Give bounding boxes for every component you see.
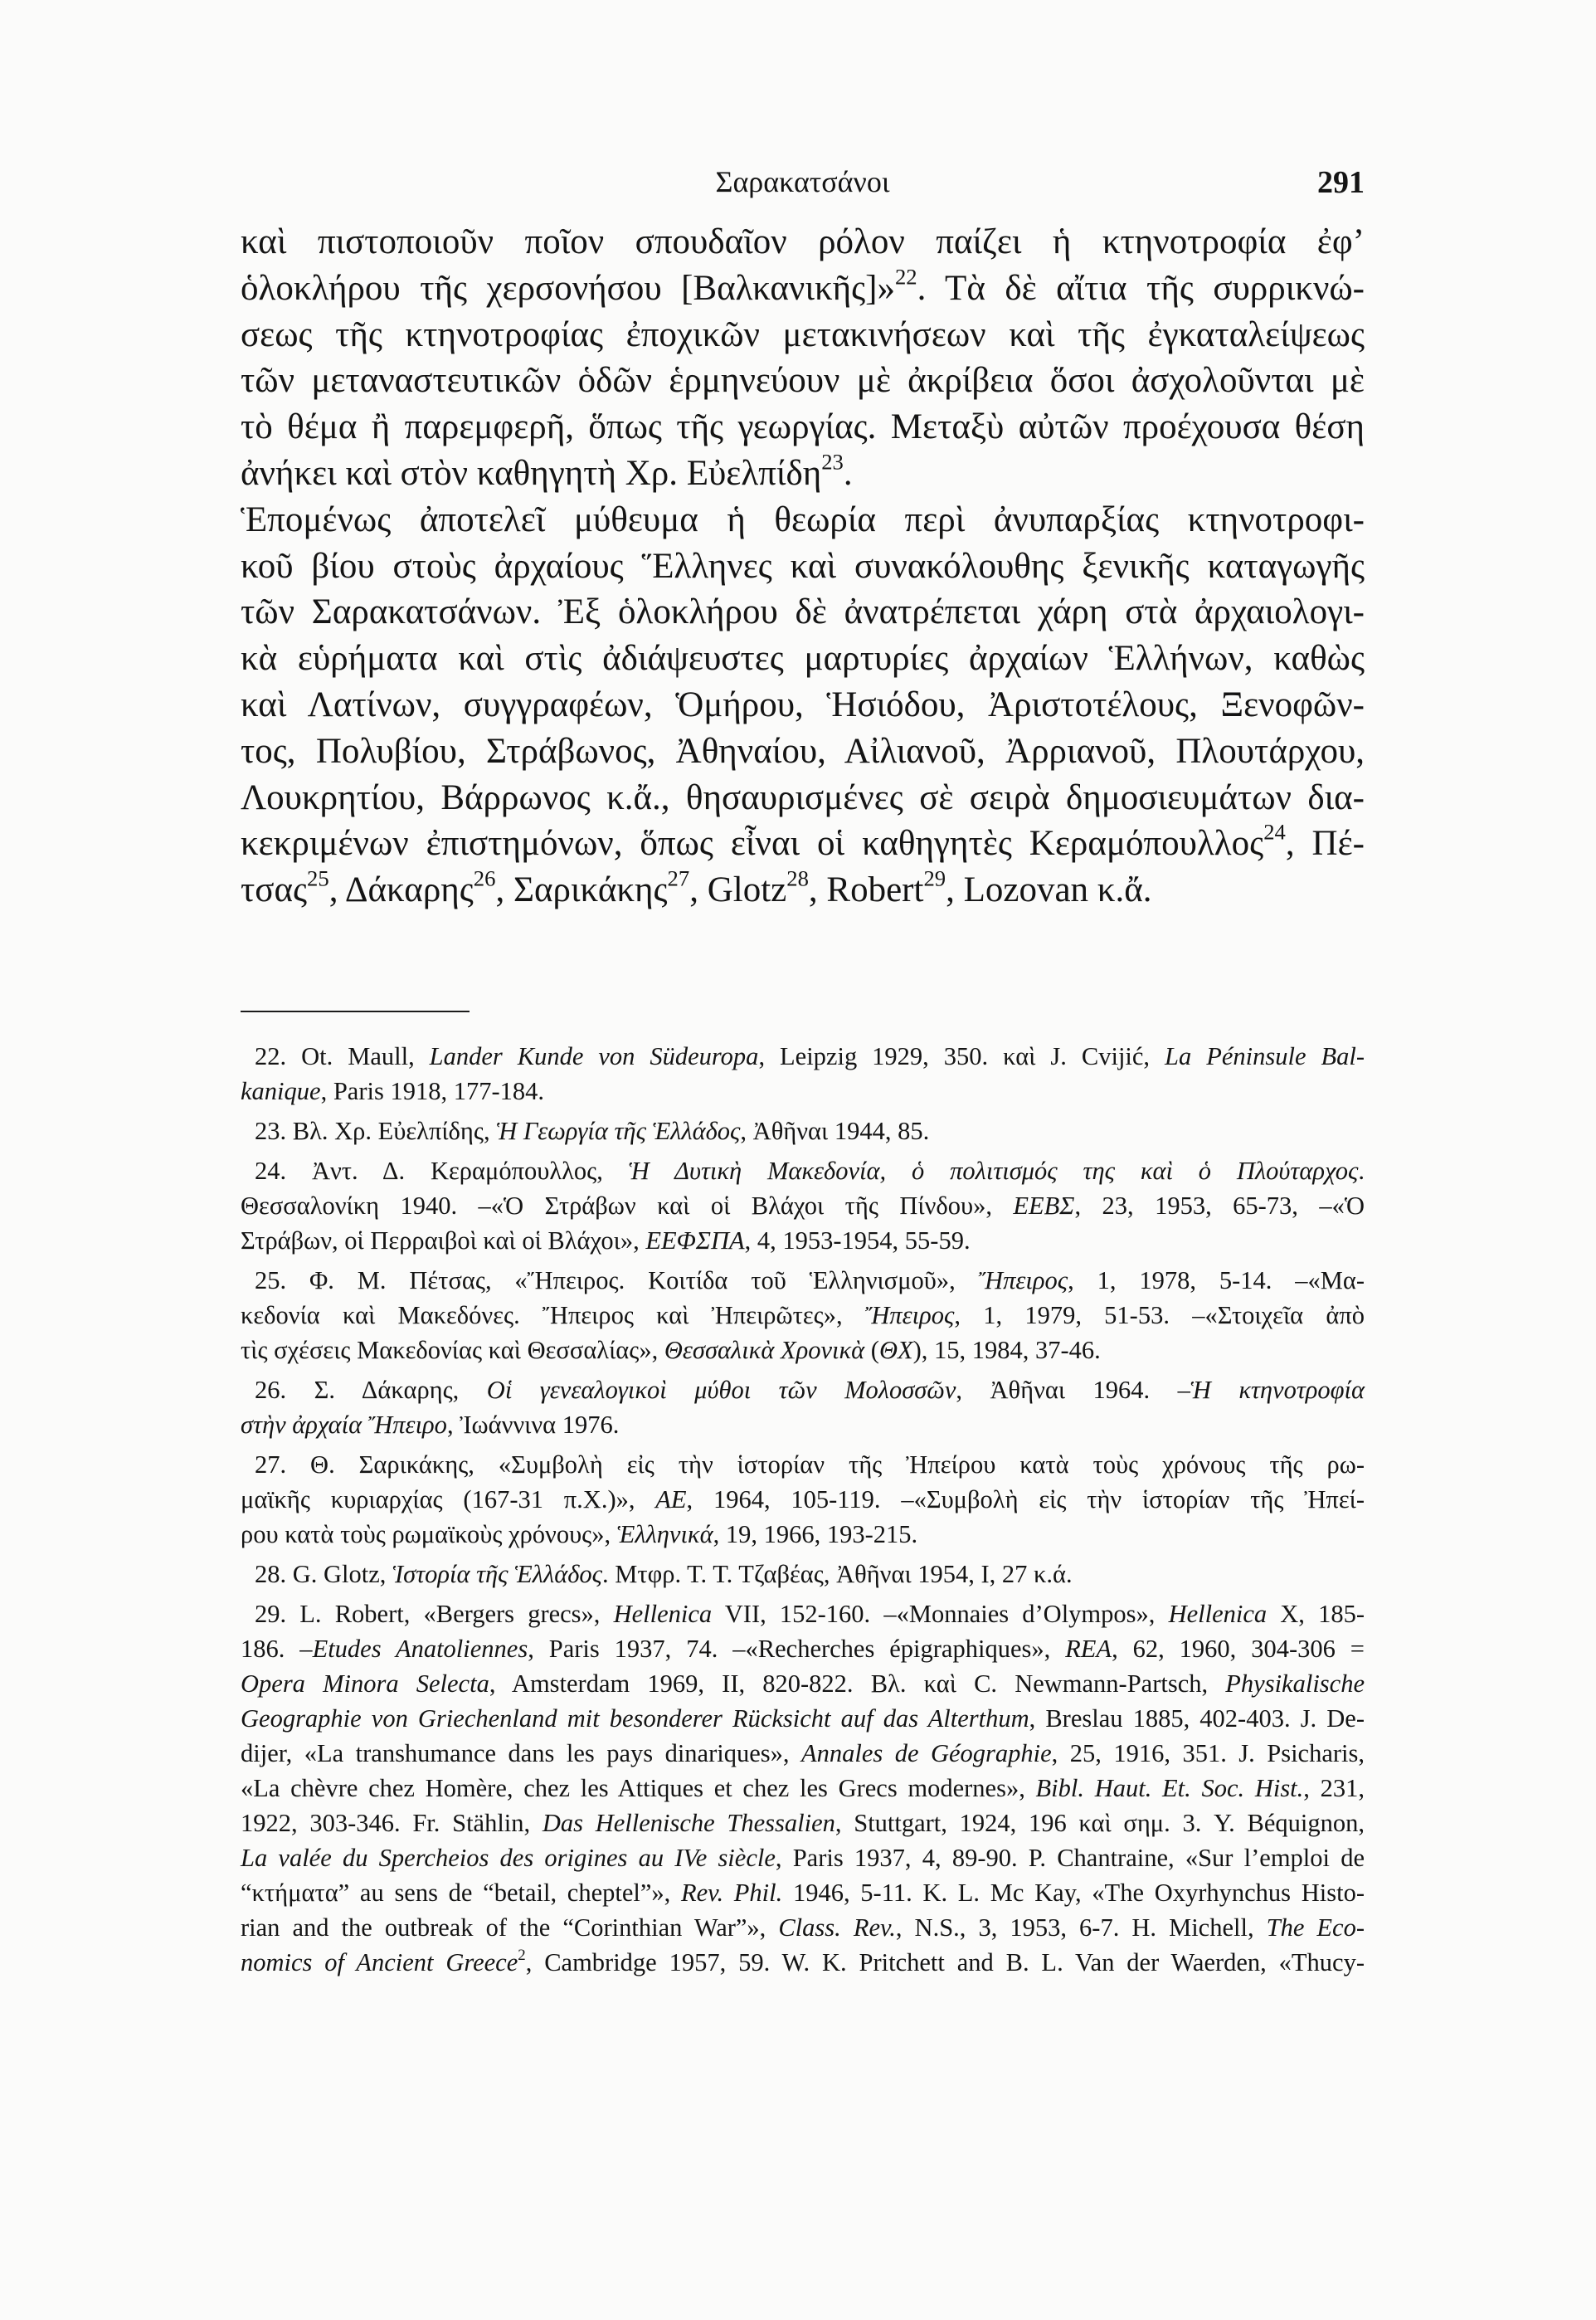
footnote-line: “κτήματα” au sens de “betail, cheptel”», Rev. Phil. 1946, 5-11. K. L. Mc Kay, «The Oxyrhynchus Histo- — [241, 1879, 1365, 1907]
footnote-line: dijer, «La transhumance dans les pays dinariques», Annales de Géographie, 25, 1916, 351. J. Psicharis, — [241, 1739, 1365, 1767]
footnote-line: 186. –Etudes Anatoliennes, Paris 1937, 74. –«Recherches épigraphiques», REA, 62, 1960, 304-306 = — [241, 1635, 1365, 1663]
footnote-27 — [241, 1447, 1365, 1552]
footnote-line: 29. L. Robert, «Bergers grecs», Hellenica VII, 152-160. –«Monnaies d’Olympos», Hellenica X, 185- — [255, 1600, 1365, 1628]
main-text — [241, 219, 1365, 914]
footnote-26 — [241, 1372, 1365, 1442]
footnote-line: Opera Minora Selecta, Amsterdam 1969, II, 820-822. Βλ. καὶ C. Newmann-Partsch, Physikalische — [241, 1669, 1365, 1698]
footnote-28 — [241, 1557, 1365, 1591]
text-line: κὰ εὑρήματα καὶ στὶς ἀδιάψευστες μαρτυρίες ἀρχαίων Ἑλλήνων, καθὼς — [241, 639, 1365, 679]
footnote-line: 26. Σ. Δάκαρης, Οἱ γενεαλογικοὶ μύθοι τῶν Μολοσσῶν, Ἀθῆναι 1964. –Ἡ κτηνοτροφία — [255, 1376, 1365, 1404]
footnote-line: La valée du Spercheios des origines au IVe siècle, Paris 1937, 4, 89-90. P. Chantraine, «Sur l’emploi de — [241, 1844, 1365, 1872]
footnote-line: μαϊκῆς κυριαρχίας (167-31 π.Χ.)», ΑΕ, 1964, 105-119. –«Συμβολὴ εἰς τὴν ἱστορίαν τῆς Ἠπεί- — [241, 1485, 1365, 1513]
footnote-23 — [241, 1114, 1365, 1148]
footnote-line: kanique, Paris 1918, 177-184. — [241, 1077, 544, 1105]
footnote-line: Στράβων, οἱ Περραιβοὶ καὶ οἱ Βλάχοι», ΕΕΦΣΠΑ, 4, 1953-1954, 55-59. — [241, 1226, 971, 1255]
footnote-ref: 28 — [786, 865, 809, 891]
footnote-24 — [241, 1153, 1365, 1258]
footnote-line: κεδονία καὶ Μακεδόνες. Ἤπειρος καὶ Ἠπειρῶτες», Ἤπειρος, 1, 1979, 51-53. –«Στοιχεῖα ἀπὸ — [241, 1301, 1365, 1329]
footnote-ref: 23 — [821, 449, 844, 475]
footnote-ref: 22 — [894, 264, 917, 290]
text-line: κεκριμένων ἐπιστημόνων, ὅπως εἶναι οἱ καθηγητὲς Κεραμόπουλλος$^{24}$, Πέ- — [241, 819, 1365, 864]
footnote-line: rian and the outbreak of the “Corinthian War”», Class. Rev., N.S., 3, 1953, 6-7. H. Michell, The Eco- — [241, 1913, 1365, 1942]
page-header — [241, 164, 1365, 214]
footnote-line: 1922, 303-346. Fr. Stählin, Das Hellenische Thessalien, Stuttgart, 1924, 196 καὶ σημ. 3. Y. Béquignon, — [241, 1809, 1365, 1837]
footnote-line: τὶς σχέσεις Μακεδονίας καὶ Θεσσαλίας», Θεσσαλικὰ Χρονικὰ (ΘΧ), 15, 1984, 37-46. — [241, 1336, 1101, 1364]
text-line: τῶν μεταναστευτικῶν ὁδῶν ἑρμηνεύουν μὲ ἀκρίβεια ὅσοι ἀσχολοῦνται μὲ — [241, 361, 1365, 401]
footnote-29 — [241, 1596, 1365, 1980]
footnote-line: στὴν ἀρχαία Ἤπειρο, Ἰωάννινα 1976. — [241, 1411, 620, 1439]
footnote-line: ρου κατὰ τοὺς ρωμαϊκοὺς χρόνους», Ἑλληνικά, 19, 1966, 193-215. — [241, 1520, 918, 1548]
paragraph-2 — [241, 497, 1365, 914]
footnote-25 — [241, 1263, 1365, 1367]
footnote-22 — [241, 1039, 1365, 1109]
running-title: Σαρακατσάνοι — [715, 165, 890, 198]
text-line: τσας$^{25}$, Δάκαρης$^{26}$, Σαρικάκης$^{27}$, Glotz$^{28}$, Robert$^{29}$, Lozovan κ.ἄ. — [241, 865, 1152, 910]
footnote-line: 28. G. Glotz, Ἱστορία τῆς Ἑλλάδος. Μτφρ. Τ. Τ. Τζαβέας, Ἀθῆναι 1954, Ι, 27 κ.ά. — [255, 1560, 1073, 1588]
text-line: τὸ θέμα ἢ παρεμφερῆ, ὅπως τῆς γεωργίας. Μεταξὺ αὐτῶν προέχουσα θέση — [241, 407, 1365, 447]
footnote-line: 25. Φ. Μ. Πέτσας, «Ἤπειρος. Κοιτίδα τοῦ Ἑλληνισμοῦ», Ἤπειρος, 1, 1978, 5-14. –«Μα- — [255, 1266, 1365, 1294]
paragraph-1 — [241, 219, 1365, 497]
footnote-ref: 24 — [1263, 819, 1286, 845]
footnote-ref: 27 — [667, 865, 690, 891]
text-line: τῶν Σαρακατσάνων. Ἐξ ὁλοκλήρου δὲ ἀνατρέπεται χάρη στὰ ἀρχαιολογι- — [241, 592, 1365, 632]
text-line: κοῦ βίου στοὺς ἀρχαίους Ἕλληνες καὶ συνακόλουθης ξενικῆς καταγωγῆς — [241, 546, 1365, 586]
text-line: ἀνήκει καὶ στὸν καθηγητὴ Χρ. Εὐελπίδη$^{23}$. — [241, 449, 853, 493]
footnote-ref: 29 — [923, 865, 946, 891]
footnote-divider — [241, 1011, 470, 1012]
text-line: καὶ πιστοποιοῦν ποῖον σπουδαῖον ρόλον παίζει ἡ κτηνοτροφία ἐφ’ — [241, 222, 1365, 261]
text-line: Ἑπομένως ἀποτελεῖ μύθευμα ἡ θεωρία περὶ ἀνυπαρξίας κτηνοτροφι- — [241, 500, 1365, 539]
footnote-line: 22. Ot. Maull, Lander Kunde von Südeuropa, Leipzig 1929, 350. καὶ J. Cvijić, La Péninsule Bal- — [255, 1042, 1365, 1070]
footnote-line: 27. Θ. Σαρικάκης, «Συμβολὴ εἰς τὴν ἱστορίαν τῆς Ἠπείρου κατὰ τοὺς χρόνους τῆς ρω- — [255, 1450, 1365, 1479]
footnote-ref: 25 — [307, 865, 329, 891]
text-line: Λουκρητίου, Βάρρωνος κ.ἄ., θησαυρισμένες σὲ σειρὰ δημοσιευμάτων δια- — [241, 777, 1365, 817]
footnote-line: nomics of Ancient Greece$^2$, Cambridge 1957, 59. W. K. Pritchett and B. L. Van der Waerden, «Thucy- — [241, 1946, 1365, 1976]
text-line: σεως τῆς κτηνοτροφίας ἐποχικῶν μετακινήσεων καὶ τῆς ἐγκαταλείψεως — [241, 314, 1365, 354]
footnote-line: 24. Ἀντ. Δ. Κεραμόπουλλος, Ἡ Δυτικὴ Μακεδονία, ὁ πολιτισμός της καὶ ὁ Πλούταρχος. — [255, 1157, 1365, 1185]
footnote-ref: 26 — [473, 865, 496, 891]
page-number: 291 — [1317, 165, 1365, 200]
footnote-line: «La chèvre chez Homère, chez les Attiques et chez les Grecs modernes», Bibl. Haut. Et. Soc. Hist., 231, — [241, 1774, 1365, 1802]
superscript: 2 — [518, 1946, 526, 1964]
text-line: καὶ Λατίνων, συγγραφέων, Ὁμήρου, Ἡσιόδου, Ἀριστοτέλους, Ξενοφῶν- — [241, 685, 1365, 724]
footnotes — [241, 1039, 1365, 1985]
footnote-line: Θεσσαλονίκη 1940. –«Ὁ Στράβων καὶ οἱ Βλάχοι τῆς Πίνδου», ΕΕΒΣ, 23, 1953, 65-73, –«Ὁ — [241, 1192, 1365, 1220]
footnote-line: Geographie von Griechenland mit besonderer Rücksicht auf das Alterthum, Breslau 1885, 402-403. J. De- — [241, 1704, 1365, 1733]
text-line: τος, Πολυβίου, Στράβωνος, Ἀθηναίου, Αἰλιανοῦ, Ἀρριανοῦ, Πλουτάρχου, — [241, 731, 1365, 771]
text-line: ὁλοκλήρου τῆς χερσονήσου [Βαλκανικῆς]»$^{22}$. Τὰ δὲ αἴτια τῆς συρρικνώ- — [241, 264, 1365, 308]
footnote-line: 23. Βλ. Χρ. Εὐελπίδης, Ἡ Γεωργία τῆς Ἑλλάδος, Ἀθῆναι 1944, 85. — [255, 1117, 930, 1145]
